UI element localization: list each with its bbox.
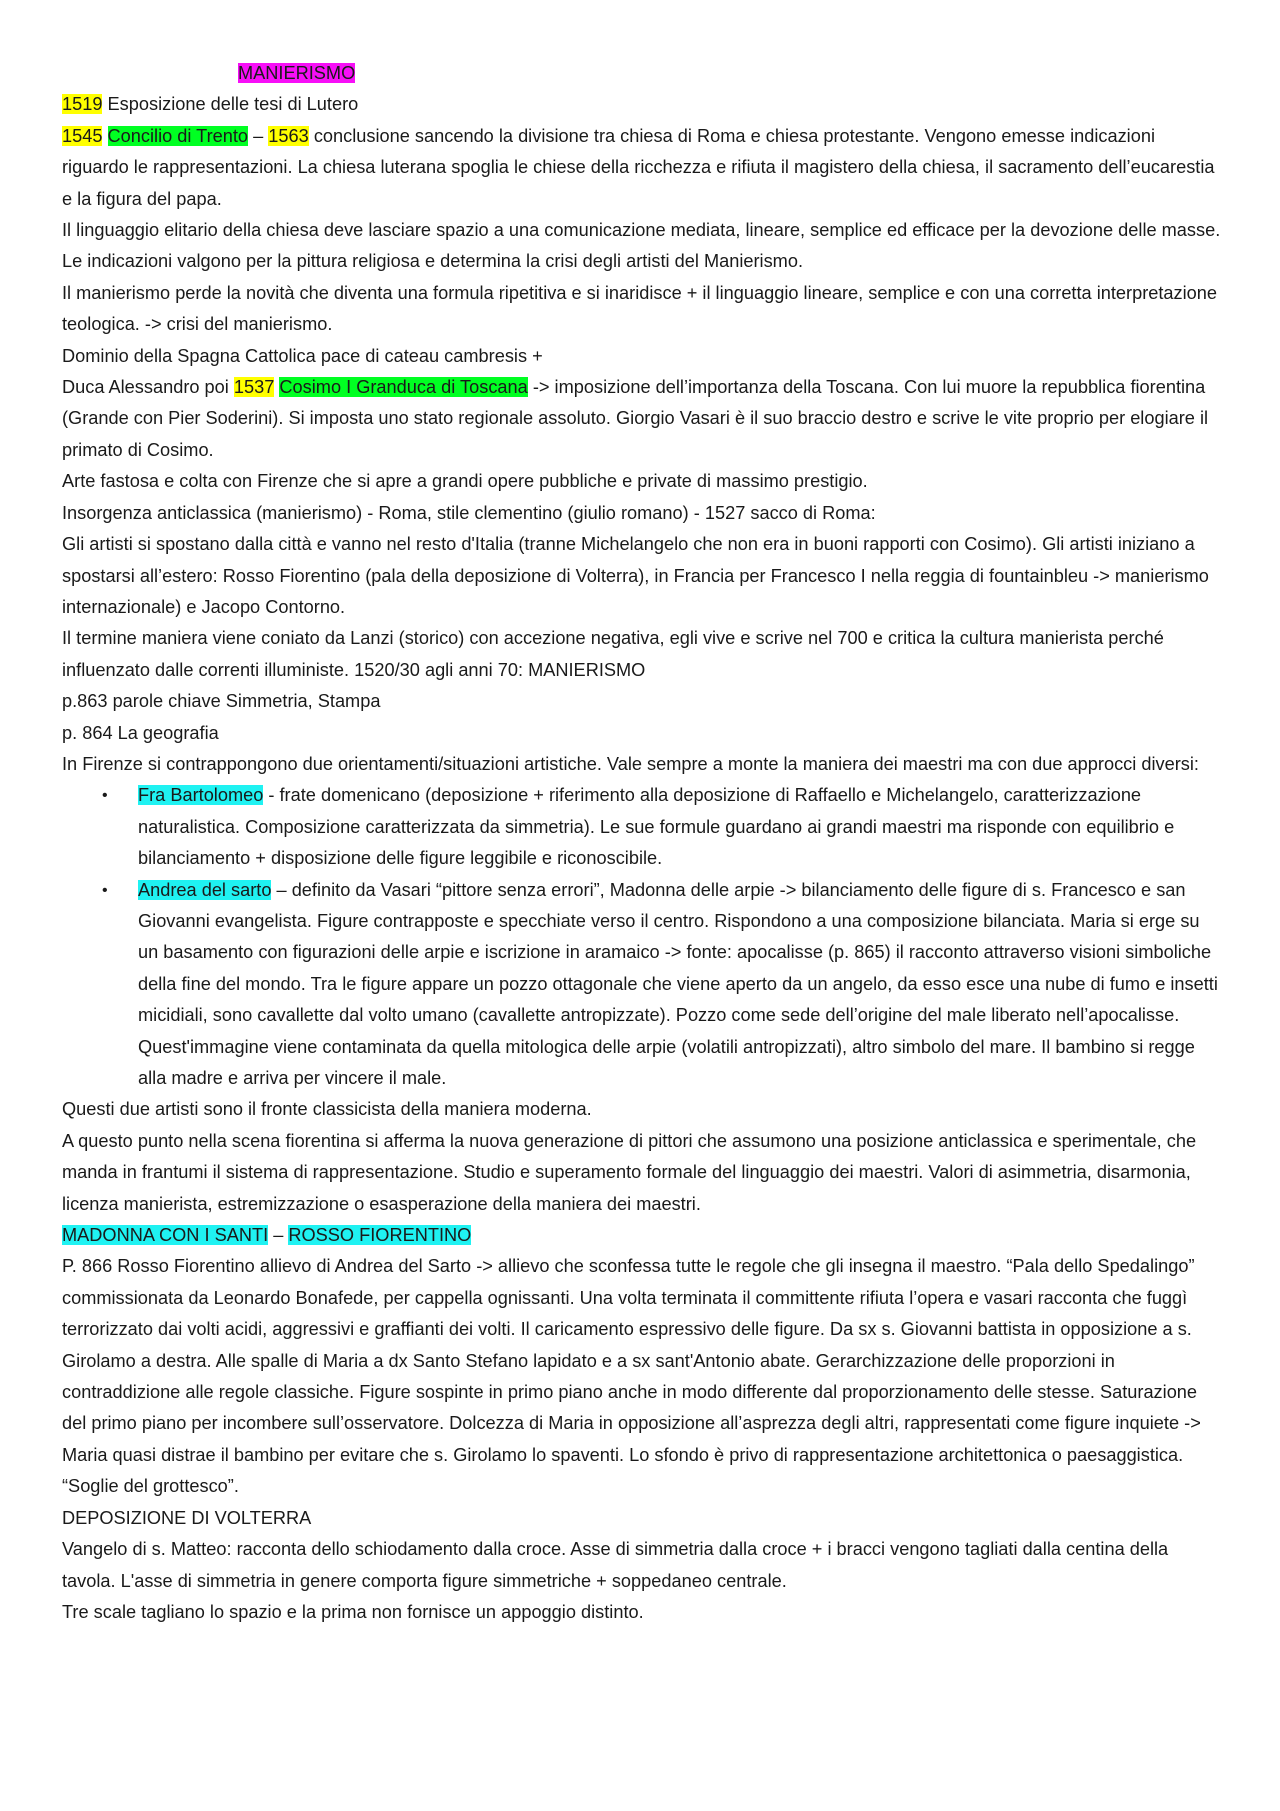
paragraph-p863: p.863 parole chiave Simmetria, Stampa xyxy=(62,691,381,712)
paragraph-manierismo: Il manierismo perde la novità che diventa una formula ripetitiva e si inaridisce + il linguaggio lineare, semplice e con una corretta interpretazione teologica. -> crisi del manierismo. xyxy=(62,282,1218,335)
paragraph-artisti: Gli artisti si spostano dalla città e vanno nel resto d'Italia (tranne Michelangelo che non era in buoni rapporti con Cosimo). Gli artisti iniziano a spostarsi all’estero: Rosso Fiorentino (pala della deposizione di Volterra), in Francia per Francesco I nella reggia di fountainbleu -> manierismo internazionale) e Jacopo Contorno. xyxy=(62,534,1209,617)
dash: – xyxy=(268,1225,289,1246)
heading-madonna: MADONNA CON I SANTI xyxy=(62,1225,269,1246)
bullet-icon: • xyxy=(102,787,108,805)
year-1563: 1563 xyxy=(268,125,309,146)
paragraph-termine: Il termine maniera viene coniato da Lanzi (storico) con accezione negativa, egli vive e scrive nel 700 e critica la cultura manierista perché influenzato dalle correnti illuministe. 1520/30 agli anni 70: MANIERISMO xyxy=(62,628,1164,680)
heading-rosso-fiorentino: ROSSO FIORENTINO xyxy=(288,1225,472,1246)
paragraph-p864: p. 864 La geografia xyxy=(62,722,219,743)
title-line xyxy=(62,58,1222,89)
list-item-text: – definito da Vasari “pittore senza errori”, Madonna delle arpie -> bilanciamento delle figure di s. Francesco e san Giovanni evangelista. Figure contrapposte e specchiate verso il centro. Rispondono a una composizione bilanciata. Maria si erge su un basamento con figurazioni delle arpie e iscrizione in aramaico -> fonte: apocalisse (p. 865) il racconto attraverso visioni simboliche della fine del mondo. Tra le figure appare un pozzo ottagonale che viene aperto da un angelo, da esso esce una nube di fumo e insetti micidiali, sono cavallette dal volto umano (cavallette antropizzate). Pozzo come sede dell’origine del male liberato nell’apocalisse. Quest'immagine viene contaminata da quella mitologica delle arpie (volatili antropizzati), altro simbolo del mare. Il bambino si regge alla madre e arriva per vincere il male. xyxy=(138,879,1218,1088)
document-title: MANIERISMO xyxy=(238,63,356,83)
heading-madonna-con-i-santi xyxy=(62,1220,1222,1251)
paragraph-dominio: Dominio della Spagna Cattolica pace di cateau cambresis + xyxy=(62,345,543,366)
paragraph-vangelo: Vangelo di s. Matteo: racconta dello schiodamento dalla croce. Asse di simmetria dalla croce + i bracci vengono tagliati dalla centina della tavola. L'asse di simmetria in genere comporta figure simmetriche + soppedaneo centrale. xyxy=(62,1539,1169,1591)
paragraph-tre-scale: Tre scale tagliano lo spazio e la prima non fornisce un appoggio distinto. xyxy=(62,1601,644,1622)
paragraph-1519 xyxy=(62,89,1222,120)
list-item-andrea-del-sarto xyxy=(62,875,1222,1095)
paragraph-firenze: In Firenze si contrappongono due orientamenti/situazioni artistiche. Vale sempre a monte la maniera dei maestri ma con due approcci diversi: xyxy=(62,753,1199,774)
document-page xyxy=(62,58,1222,1628)
list-item-text: - frate domenicano (deposizione + riferimento alla deposizione di Raffaello e Michelangelo, caratterizzazione naturalistica. Composizione caratterizzata da simmetria). Le sue formule guardano ai grandi maestri ma risponde con equilibrio e bilanciamento + disposizione delle figure leggibile e riconoscibile. xyxy=(138,785,1175,869)
paragraph-a-questo-punto: A questo punto nella scena fiorentina si afferma la nuova generazione di pittori che assumono una posizione anticlassica e sperimentale, che manda in frantumi il sistema di rappresentazione. Studio e superamento formale del linguaggio dei maestri. Valori di asimmetria, disarmonia, licenza manierista, estremizzazione o esasperazione della maniera dei maestri. xyxy=(62,1130,1197,1214)
artist-name-andrea-del-sarto: Andrea del sarto xyxy=(138,879,272,900)
cosimo-granduca: Cosimo I Granduca di Toscana xyxy=(279,377,528,398)
bullet-list xyxy=(62,780,1222,1094)
paragraph-text: Duca Alessandro poi xyxy=(62,377,234,398)
paragraph-p866: P. 866 Rosso Fiorentino allievo di Andrea del Sarto -> allievo che sconfessa tutte le regole che gli insegna il maestro. “Pala dello Spedalingo” commissionata da Leonardo Bonafede, per cappella ognissanti. Una volta terminata il committente rifiuta l’opera e vasari racconta che fuggì terrorizzato dai volti acidi, aggressivi e graffianti dei volti. Il caricamento espressivo delle figure. Da sx s. Giovanni battista in opposizione a s. Girolamo a destra. Alle spalle di Maria a dx Santo Stefano lapidato e a sx sant'Antonio abate. Gerarchizzazione delle proporzioni in contraddizione alle regole classiche. Figure sospinte in primo piano anche in modo differente dal proporzionamento delle stesse. Saturazione del primo piano per incombere sull’osservatore. Dolcezza di Maria in opposizione all’asprezza degli altri, rappresentati come figure inquiete -> Maria quasi distrae il bambino per evitare che s. Girolamo lo spaventi. Lo sfondo è privo di rappresentazione architettonica o paesaggistica. “Soglie del grottesco”. xyxy=(62,1256,1201,1497)
concilio-di-trento: Concilio di Trento xyxy=(107,125,249,146)
artist-name-fra-bartolomeo: Fra Bartolomeo xyxy=(138,785,264,806)
paragraph-linguaggio: Il linguaggio elitario della chiesa deve lasciare spazio a una comunicazione mediata, lineare, semplice ed efficace per la devozione delle masse. Le indicazioni valgono per la pittura religiosa e determina la crisi degli artisti del Manierismo. xyxy=(62,220,1221,272)
paragraph-1545 xyxy=(62,121,1222,215)
paragraph-arte: Arte fastosa e colta con Firenze che si apre a grandi opere pubbliche e private di massimo prestigio. xyxy=(62,471,868,492)
bullet-icon: • xyxy=(102,881,108,899)
paragraph-questi: Questi due artisti sono il fronte classicista della maniera moderna. xyxy=(62,1099,592,1120)
year-1537: 1537 xyxy=(233,377,275,398)
separator xyxy=(102,126,107,146)
list-item-fra-bartolomeo xyxy=(62,780,1222,874)
year-1545: 1545 xyxy=(62,125,103,146)
year-1519: 1519 xyxy=(62,94,103,115)
paragraph-text: conclusione sancendo la divisione tra chiesa di Roma e chiesa protestante. Vengono emesse indicazioni riguardo le rappresentazioni. La chiesa luterana spoglia le chiese della ricchezza e rifiuta il magistero della chiesa, il sacramento dell’eucarestia e la figura del papa. xyxy=(62,125,1215,209)
paragraph-insorgenza: Insorgenza anticlassica (manierismo) - Roma, stile clementino (giulio romano) - 1527 sacco di Roma: xyxy=(62,502,876,523)
paragraph-text: -> imposizione dell’importanza della Toscana. Con lui muore la repubblica fiorentina (Grande con Pier Soderini). Si imposta uno stato regionale assoluto. Giorgio Vasari è il suo braccio destro e scrive le vite proprio per elogiare il primato di Cosimo. xyxy=(62,377,1209,460)
dash: – xyxy=(248,125,269,146)
heading-deposizione: DEPOSIZIONE DI VOLTERRA xyxy=(62,1507,312,1528)
paragraph-duca xyxy=(62,372,1222,466)
paragraph-text: Esposizione delle tesi di Lutero xyxy=(102,94,359,115)
